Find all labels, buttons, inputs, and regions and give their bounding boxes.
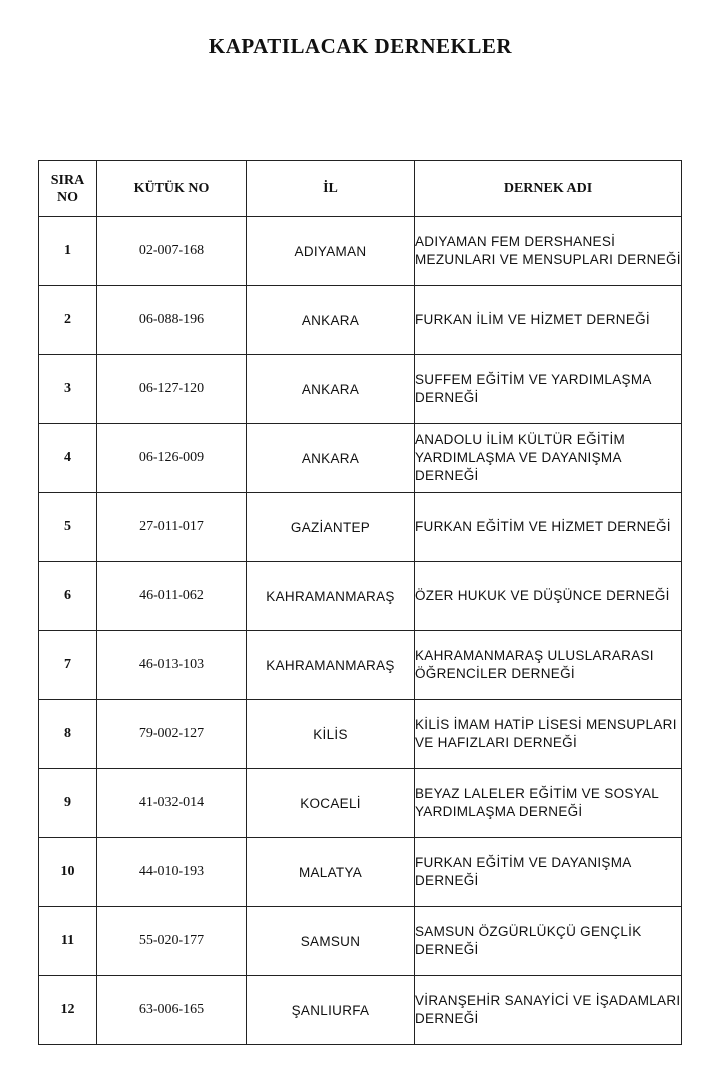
- row-il: KAHRAMANMARAŞ: [247, 562, 415, 631]
- row-kutuk-no: 46-013-103: [97, 631, 247, 700]
- row-kutuk-no: 41-032-014: [97, 769, 247, 838]
- row-kutuk-no: 02-007-168: [97, 217, 247, 286]
- row-dernek-adi: FURKAN İLİM VE HİZMET DERNEĞİ: [415, 286, 682, 355]
- table-row: [39, 631, 682, 700]
- row-kutuk-no: 06-127-120: [97, 355, 247, 424]
- row-il: ANKARA: [247, 286, 415, 355]
- table-row: [39, 907, 682, 976]
- row-kutuk-no: 06-088-196: [97, 286, 247, 355]
- row-dernek-adi: KİLİS İMAM HATİP LİSESİ MENSUPLARI VE HAFIZLARI DERNEĞİ: [415, 700, 682, 769]
- row-number: 10: [39, 838, 97, 907]
- page-title: KAPATILACAK DERNEKLER: [208, 34, 513, 58]
- row-number: 7: [39, 631, 97, 700]
- header-il: İL: [247, 161, 415, 217]
- row-il: ANKARA: [247, 424, 415, 493]
- row-dernek-adi: SUFFEM EĞİTİM VE YARDIMLAŞMA DERNEĞİ: [415, 355, 682, 424]
- row-kutuk-no: 55-020-177: [97, 907, 247, 976]
- table-row: [39, 838, 682, 907]
- row-kutuk-no: 63-006-165: [97, 976, 247, 1045]
- row-number: 1: [39, 217, 97, 286]
- row-il: GAZİANTEP: [247, 493, 415, 562]
- row-number: 4: [39, 424, 97, 493]
- header-row: [39, 161, 682, 217]
- row-il: ADIYAMAN: [247, 217, 415, 286]
- row-dernek-adi: FURKAN EĞİTİM VE HİZMET DERNEĞİ: [415, 493, 682, 562]
- table-body: [39, 217, 682, 1045]
- row-il: KİLİS: [247, 700, 415, 769]
- row-number: 9: [39, 769, 97, 838]
- row-dernek-adi: SAMSUN ÖZGÜRLÜKÇÜ GENÇLİK DERNEĞİ: [415, 907, 682, 976]
- table-row: [39, 769, 682, 838]
- header-sira-line1: SIRA: [50, 172, 85, 188]
- row-dernek-adi: FURKAN EĞİTİM VE DAYANIŞMA DERNEĞİ: [415, 838, 682, 907]
- header-kutuk-no: KÜTÜK NO: [97, 161, 247, 217]
- table-row: [39, 217, 682, 286]
- table-header: [39, 161, 682, 217]
- row-dernek-adi: ÖZER HUKUK VE DÜŞÜNCE DERNEĞİ: [415, 562, 682, 631]
- row-kutuk-no: 06-126-009: [97, 424, 247, 493]
- row-number: 8: [39, 700, 97, 769]
- table-row: [39, 493, 682, 562]
- row-il: KAHRAMANMARAŞ: [247, 631, 415, 700]
- row-il: ŞANLIURFA: [247, 976, 415, 1045]
- table-row: [39, 562, 682, 631]
- row-il: MALATYA: [247, 838, 415, 907]
- table-row: [39, 424, 682, 493]
- row-dernek-adi: VİRANŞEHİR SANAYİCİ VE İŞADAMLARI DERNEĞİ: [415, 976, 682, 1045]
- row-il: SAMSUN: [247, 907, 415, 976]
- row-dernek-adi: KAHRAMANMARAŞ ULUSLARARASI ÖĞRENCİLER DERNEĞİ: [415, 631, 682, 700]
- header-dernek-adi: DERNEK ADI: [415, 161, 682, 217]
- table-row: [39, 700, 682, 769]
- header-sira-line2: NO: [57, 189, 78, 205]
- row-number: 2: [39, 286, 97, 355]
- row-number: 12: [39, 976, 97, 1045]
- row-number: 5: [39, 493, 97, 562]
- row-il: ANKARA: [247, 355, 415, 424]
- row-number: 3: [39, 355, 97, 424]
- row-number: 11: [39, 907, 97, 976]
- row-dernek-adi: BEYAZ LALELER EĞİTİM VE SOSYAL YARDIMLAŞMA DERNEĞİ: [415, 769, 682, 838]
- header-sira-no: [39, 161, 97, 217]
- row-kutuk-no: 27-011-017: [97, 493, 247, 562]
- table-row: [39, 286, 682, 355]
- row-kutuk-no: 46-011-062: [97, 562, 247, 631]
- row-il: KOCAELİ: [247, 769, 415, 838]
- row-dernek-adi: ANADOLU İLİM KÜLTÜR EĞİTİM YARDIMLAŞMA VE DAYANIŞMA DERNEĞİ: [415, 424, 682, 493]
- row-number: 6: [39, 562, 97, 631]
- row-dernek-adi: ADIYAMAN FEM DERSHANESİ MEZUNLARI VE MENSUPLARI DERNEĞİ: [415, 217, 682, 286]
- table-row: [39, 355, 682, 424]
- row-kutuk-no: 79-002-127: [97, 700, 247, 769]
- table-row: [39, 976, 682, 1045]
- associations-table: [38, 160, 682, 1045]
- row-kutuk-no: 44-010-193: [97, 838, 247, 907]
